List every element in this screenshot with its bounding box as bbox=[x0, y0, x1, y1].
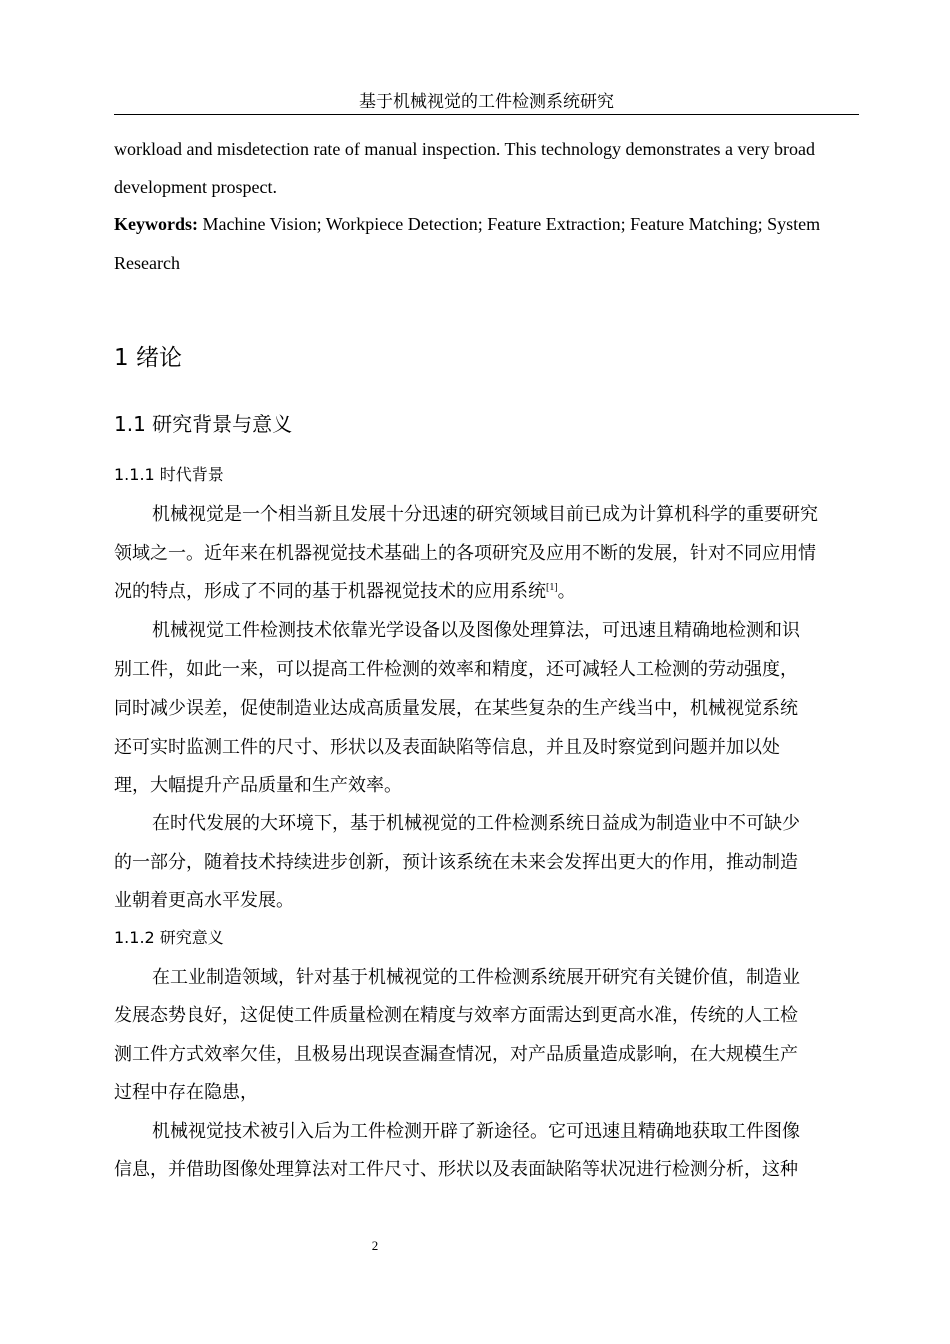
paragraph-line: 别工件，如此一来，可以提高工件检测的效率和精度，还可减轻人工检测的劳动强度， bbox=[114, 659, 798, 679]
citation: [1] bbox=[546, 582, 558, 593]
paragraph-line: 同时减少误差，促使制造业达成高质量发展，在某些复杂的生产线当中，机械视觉系统 bbox=[114, 698, 798, 718]
chapter-title: 1 绪论 bbox=[114, 345, 182, 371]
keywords-text: Machine Vision; Workpiece Detection; Feature Extraction; Feature Matching; System bbox=[198, 214, 821, 234]
paragraph-line: 业朝着更高水平发展。 bbox=[114, 890, 294, 910]
page-header bbox=[114, 90, 859, 115]
paragraph-line: 信息，并借助图像处理算法对工件尺寸、形状以及表面缺陷等状况进行检测分析，这种 bbox=[114, 1159, 798, 1179]
paragraph-text: 。 bbox=[557, 581, 576, 601]
subsection-title: 1.1.2 研究意义 bbox=[114, 928, 224, 947]
keywords-line bbox=[114, 214, 864, 235]
header-title: 基于机械视觉的工件检测系统研究 bbox=[359, 92, 614, 111]
paragraph-line bbox=[114, 577, 864, 603]
paragraph-line: 还可实时监测工件的尺寸、形状以及表面缺陷等信息，并且及时察觉到问题并加以处 bbox=[114, 737, 780, 757]
paragraph-line: 在工业制造领域，针对基于机械视觉的工件检测系统展开研究有关键价值，制造业 bbox=[152, 967, 800, 987]
paragraph-line: 发展态势良好，这促使工件质量检测在精度与效率方面需达到更高水准，传统的人工检 bbox=[114, 1005, 798, 1025]
abstract-line: development prospect. bbox=[114, 177, 277, 197]
paragraph-line: 领域之一。近年来在机器视觉技术基础上的各项研究及应用不断的发展，针对不同应用情 bbox=[114, 543, 816, 563]
paragraph-line: 过程中存在隐患， bbox=[114, 1082, 258, 1102]
paragraph-text: 况的特点，形成了不同的基于机器视觉技术的应用系统 bbox=[114, 581, 546, 601]
keywords-label: Keywords: bbox=[114, 214, 198, 234]
subsection-title: 1.1.1 时代背景 bbox=[114, 465, 224, 484]
page-number: 2 bbox=[371, 1238, 379, 1253]
section-title: 1.1 研究背景与意义 bbox=[114, 412, 293, 436]
paragraph-line: 测工件方式效率欠佳，且极易出现误查漏查情况，对产品质量造成影响，在大规模生产 bbox=[114, 1044, 798, 1064]
paragraph-line: 的一部分，随着技术持续进步创新，预计该系统在未来会发挥出更大的作用，推动制造 bbox=[114, 852, 798, 872]
paragraph-line: 理，大幅提升产品质量和生产效率。 bbox=[114, 775, 402, 795]
abstract-line: workload and misdetection rate of manual inspection. This technology demonstrates a very broad bbox=[114, 139, 815, 159]
paragraph-line: 在时代发展的大环境下，基于机械视觉的工件检测系统日益成为制造业中不可缺少 bbox=[152, 813, 800, 833]
paragraph-line: 机械视觉工件检测技术依靠光学设备以及图像处理算法，可迅速且精确地检测和识 bbox=[152, 620, 800, 640]
paragraph-line: 机械视觉是一个相当新且发展十分迅速的研究领域目前已成为计算机科学的重要研究 bbox=[152, 504, 818, 524]
keywords-line: Research bbox=[114, 253, 180, 273]
paragraph-line: 机械视觉技术被引入后为工件检测开辟了新途径。它可迅速且精确地获取工件图像 bbox=[152, 1121, 800, 1141]
